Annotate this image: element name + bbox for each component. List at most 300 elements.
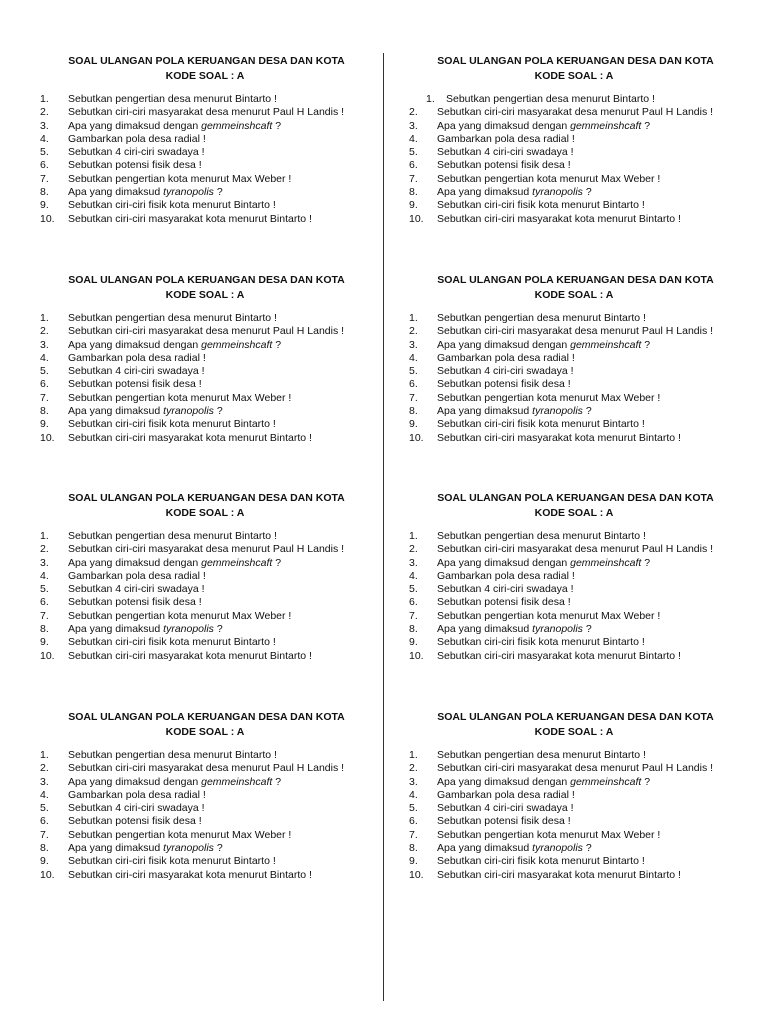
question-number: 5.	[409, 802, 418, 815]
question-number: 6.	[409, 815, 418, 828]
question-text-main: Sebutkan ciri-ciri masyarakat kota menurut Bintarto !	[68, 212, 312, 225]
question-item	[409, 636, 739, 649]
question-text	[437, 378, 739, 391]
question-text-end: ?	[641, 556, 651, 569]
exam-block	[40, 273, 370, 445]
question-text-main: Sebutkan ciri-ciri fisik kota menurut Bintarto !	[437, 636, 645, 649]
question-text	[437, 339, 739, 352]
question-text	[68, 596, 370, 609]
question-text-main: Sebutkan 4 ciri-ciri swadaya !	[437, 802, 574, 815]
question-text	[68, 610, 370, 623]
question-text-main: Sebutkan pengertian kota menurut Max Weber !	[437, 828, 661, 841]
question-item	[40, 312, 370, 325]
question-text	[437, 146, 739, 159]
question-text-main: Sebutkan ciri-ciri masyarakat desa menurut Paul H Landis !	[68, 325, 345, 338]
question-text	[437, 418, 739, 431]
exam-block	[40, 54, 370, 226]
question-number: 1.	[409, 749, 418, 761]
question-text	[68, 339, 370, 352]
question-text	[68, 749, 370, 762]
question-text	[437, 842, 739, 855]
question-item	[409, 432, 739, 445]
question-text-main: Gambarkan pola desa radial !	[68, 351, 206, 364]
question-text	[68, 418, 370, 431]
question-text-main: Sebutkan pengertian kota menurut Max Weber !	[437, 172, 661, 185]
question-text	[437, 120, 739, 133]
exam-title: SOAL ULANGAN POLA KERUANGAN DESA DAN KOTA	[68, 55, 345, 67]
question-item	[40, 418, 370, 431]
question-text-end: ?	[582, 186, 592, 199]
question-list	[409, 749, 739, 882]
question-item	[409, 610, 739, 623]
question-item	[409, 762, 739, 775]
question-text	[437, 159, 739, 172]
question-text-main: Sebutkan pengertian desa menurut Bintarto !	[446, 93, 655, 105]
question-text	[437, 815, 739, 828]
question-number: 4.	[40, 132, 49, 145]
question-list	[409, 312, 739, 445]
question-number: 6.	[40, 815, 49, 828]
question-text-main: Sebutkan ciri-ciri masyarakat kota menurut Bintarto !	[68, 431, 312, 444]
question-number: 4.	[409, 788, 418, 801]
question-text-main: Sebutkan ciri-ciri masyarakat kota menurut Bintarto !	[437, 212, 681, 225]
question-text-main: Sebutkan potensi fisik desa !	[437, 159, 571, 172]
exam-title: SOAL ULANGAN POLA KERUANGAN DESA DAN KOTA	[437, 55, 714, 67]
question-item	[40, 815, 370, 828]
question-text-main: Sebutkan 4 ciri-ciri swadaya !	[437, 146, 574, 159]
question-number: 6.	[40, 378, 49, 391]
question-text	[437, 636, 739, 649]
question-text-main: Apa yang dimaksud dengan	[437, 338, 571, 351]
column-divider	[383, 53, 384, 1001]
question-number: 9.	[409, 418, 418, 431]
question-text	[437, 610, 739, 623]
question-number: 1.	[409, 312, 418, 324]
question-text-main: Sebutkan 4 ciri-ciri swadaya !	[68, 365, 205, 378]
question-item	[40, 776, 370, 789]
question-number: 6.	[409, 378, 418, 391]
question-item	[40, 405, 370, 418]
question-term: tyranopolis	[532, 842, 583, 855]
question-text	[68, 650, 370, 663]
question-text-main: Sebutkan potensi fisik desa !	[68, 378, 202, 391]
question-text	[68, 365, 370, 378]
question-number: 3.	[409, 775, 418, 788]
question-text	[68, 869, 370, 882]
question-text-main: Sebutkan ciri-ciri fisik kota menurut Bintarto !	[68, 636, 276, 649]
question-number: 5.	[409, 365, 418, 378]
question-item	[409, 418, 739, 431]
exam-code: KODE SOAL : A	[534, 507, 614, 519]
question-item	[40, 596, 370, 609]
question-number: 1.	[40, 93, 49, 105]
question-number: 10.	[409, 431, 424, 444]
question-term: tyranopolis	[163, 842, 214, 855]
question-text-main: Sebutkan 4 ciri-ciri swadaya !	[68, 802, 205, 815]
question-text-main: Apa yang dimaksud dengan	[437, 556, 571, 569]
exam-title: SOAL ULANGAN POLA KERUANGAN DESA DAN KOTA	[437, 492, 714, 504]
question-text	[68, 802, 370, 815]
question-text-main: Sebutkan ciri-ciri masyarakat desa menurut Paul H Landis !	[68, 762, 345, 775]
question-text	[437, 106, 739, 119]
question-text	[68, 133, 370, 146]
question-text-main: Sebutkan ciri-ciri masyarakat kota menurut Bintarto !	[68, 649, 312, 662]
question-item	[40, 432, 370, 445]
question-item	[409, 829, 739, 842]
question-text-main: Apa yang dimaksud	[437, 623, 533, 636]
question-text-main: Sebutkan ciri-ciri fisik kota menurut Bintarto !	[437, 418, 645, 431]
question-text	[437, 186, 739, 199]
question-text	[68, 543, 370, 556]
question-text-main: Sebutkan 4 ciri-ciri swadaya !	[68, 583, 205, 596]
question-number: 5.	[409, 146, 418, 159]
question-text	[437, 352, 739, 365]
question-text	[437, 829, 739, 842]
question-item	[40, 762, 370, 775]
question-number: 5.	[409, 583, 418, 596]
exam-block	[40, 491, 370, 663]
question-text-main: Sebutkan pengertian desa menurut Bintarto !	[437, 749, 646, 761]
question-text	[437, 749, 739, 762]
question-text	[437, 583, 739, 596]
question-item	[40, 352, 370, 365]
question-item	[409, 530, 739, 543]
question-number: 3.	[409, 119, 418, 132]
question-text	[437, 855, 739, 868]
question-text-main: Sebutkan pengertian kota menurut Max Weber !	[68, 609, 292, 622]
question-item	[40, 855, 370, 868]
question-item	[40, 749, 370, 762]
question-text	[68, 159, 370, 172]
question-item	[409, 365, 739, 378]
question-number: 2.	[40, 325, 49, 338]
question-number: 7.	[409, 172, 418, 185]
question-text-main: Sebutkan pengertian desa menurut Bintarto !	[68, 749, 277, 761]
question-text-main: Gambarkan pola desa radial !	[437, 788, 575, 801]
question-text	[68, 146, 370, 159]
question-text-main: Gambarkan pola desa radial !	[437, 132, 575, 145]
question-text	[68, 842, 370, 855]
question-item	[40, 159, 370, 172]
question-text-main: Sebutkan ciri-ciri masyarakat kota menurut Bintarto !	[437, 431, 681, 444]
question-item	[409, 159, 739, 172]
question-text-main: Apa yang dimaksud dengan	[437, 775, 571, 788]
question-item	[409, 199, 739, 212]
question-item	[409, 378, 739, 391]
question-text-end: ?	[213, 842, 223, 855]
exam-title: SOAL ULANGAN POLA KERUANGAN DESA DAN KOTA	[437, 711, 714, 723]
question-list	[40, 530, 370, 663]
question-number: 9.	[409, 855, 418, 868]
question-text	[68, 762, 370, 775]
question-number: 3.	[409, 338, 418, 351]
question-number: 3.	[40, 338, 49, 351]
question-number: 4.	[409, 351, 418, 364]
question-number: 8.	[40, 186, 49, 199]
question-number: 3.	[40, 775, 49, 788]
question-text-main: Sebutkan ciri-ciri masyarakat desa menurut Paul H Landis !	[437, 106, 714, 119]
question-item	[40, 93, 370, 106]
question-text-main: Apa yang dimaksud dengan	[68, 775, 202, 788]
question-item	[40, 530, 370, 543]
question-number: 9.	[409, 636, 418, 649]
question-text-main: Sebutkan potensi fisik desa !	[68, 159, 202, 172]
question-item	[409, 325, 739, 338]
question-number: 4.	[409, 132, 418, 145]
question-text	[68, 855, 370, 868]
exam-title: SOAL ULANGAN POLA KERUANGAN DESA DAN KOTA	[437, 274, 714, 286]
question-item	[40, 610, 370, 623]
question-item	[40, 133, 370, 146]
question-number: 5.	[40, 802, 49, 815]
question-item	[409, 312, 739, 325]
question-text-main: Sebutkan ciri-ciri masyarakat kota menurut Bintarto !	[437, 649, 681, 662]
question-text	[68, 829, 370, 842]
question-text	[68, 530, 370, 543]
question-text	[68, 312, 370, 325]
question-text-main: Gambarkan pola desa radial !	[437, 569, 575, 582]
question-item	[40, 186, 370, 199]
exam-block	[409, 54, 739, 226]
exam-title: SOAL ULANGAN POLA KERUANGAN DESA DAN KOTA	[68, 711, 345, 723]
exam-title: SOAL ULANGAN POLA KERUANGAN DESA DAN KOTA	[68, 492, 345, 504]
exam-code: KODE SOAL : A	[165, 289, 245, 301]
question-number: 2.	[409, 325, 418, 338]
question-text-main: Gambarkan pola desa radial !	[437, 351, 575, 364]
question-item	[40, 570, 370, 583]
question-item	[40, 199, 370, 212]
question-item	[40, 392, 370, 405]
question-number: 5.	[40, 583, 49, 596]
question-text	[437, 530, 739, 543]
question-item	[40, 146, 370, 159]
question-number: 10.	[409, 649, 424, 662]
question-number: 4.	[409, 569, 418, 582]
question-number: 2.	[40, 762, 49, 775]
question-number: 4.	[40, 569, 49, 582]
question-term: gemmeinshcaft	[201, 775, 273, 788]
exam-title: SOAL ULANGAN POLA KERUANGAN DESA DAN KOTA	[68, 274, 345, 286]
exam-code: KODE SOAL : A	[534, 289, 614, 301]
exam-code: KODE SOAL : A	[534, 726, 614, 738]
question-number: 6.	[409, 596, 418, 609]
question-text-main: Sebutkan pengertian kota menurut Max Weber !	[68, 172, 292, 185]
question-text-main: Gambarkan pola desa radial !	[68, 569, 206, 582]
question-item	[40, 650, 370, 663]
question-term: tyranopolis	[532, 186, 583, 199]
question-text-main: Sebutkan ciri-ciri fisik kota menurut Bintarto !	[68, 855, 276, 868]
question-text-main: Sebutkan pengertian desa menurut Bintarto !	[68, 93, 277, 105]
question-text-main: Apa yang dimaksud	[437, 405, 533, 418]
question-item	[409, 789, 739, 802]
question-number: 7.	[409, 391, 418, 404]
question-number: 1.	[40, 749, 49, 761]
question-term: gemmeinshcaft	[570, 556, 642, 569]
question-item	[40, 378, 370, 391]
question-item	[409, 749, 739, 762]
question-number: 10.	[409, 868, 424, 881]
question-text	[437, 365, 739, 378]
question-text-main: Apa yang dimaksud dengan	[68, 556, 202, 569]
question-number: 2.	[40, 106, 49, 119]
question-item	[409, 776, 739, 789]
question-item	[409, 650, 739, 663]
question-number: 10.	[40, 649, 55, 662]
question-list	[40, 312, 370, 445]
question-number: 2.	[40, 543, 49, 556]
question-term: gemmeinshcaft	[570, 775, 642, 788]
question-text	[68, 378, 370, 391]
question-text-main: Sebutkan ciri-ciri fisik kota menurut Bintarto !	[68, 418, 276, 431]
question-number: 6.	[40, 596, 49, 609]
question-text-main: Sebutkan ciri-ciri masyarakat desa menurut Paul H Landis !	[68, 543, 345, 556]
question-number: 7.	[409, 609, 418, 622]
question-number: 6.	[409, 159, 418, 172]
question-text-main: Sebutkan pengertian kota menurut Max Weber !	[68, 391, 292, 404]
question-number: 8.	[40, 405, 49, 418]
exam-code: KODE SOAL : A	[165, 726, 245, 738]
question-text	[437, 392, 739, 405]
question-number: 7.	[409, 828, 418, 841]
question-text	[437, 312, 739, 325]
question-item	[409, 173, 739, 186]
question-item	[409, 120, 739, 133]
question-item	[409, 213, 739, 226]
question-number: 8.	[409, 186, 418, 199]
question-number: 8.	[409, 623, 418, 636]
question-text	[68, 789, 370, 802]
question-text-main: Sebutkan ciri-ciri fisik kota menurut Bintarto !	[437, 199, 645, 212]
question-item	[409, 815, 739, 828]
question-text	[437, 173, 739, 186]
question-list	[40, 749, 370, 882]
question-number: 6.	[40, 159, 49, 172]
question-text-main: Sebutkan pengertian desa menurut Bintarto !	[68, 312, 277, 324]
question-term: tyranopolis	[532, 623, 583, 636]
question-text	[68, 325, 370, 338]
question-number: 10.	[409, 212, 424, 225]
question-item	[40, 802, 370, 815]
question-number: 9.	[409, 199, 418, 212]
question-text-end: ?	[213, 405, 223, 418]
question-number: 10.	[40, 212, 55, 225]
question-item	[409, 855, 739, 868]
question-number: 4.	[40, 788, 49, 801]
question-text	[437, 650, 739, 663]
question-number: 9.	[40, 636, 49, 649]
question-text-main: Sebutkan potensi fisik desa !	[68, 815, 202, 828]
question-text	[437, 623, 739, 636]
question-text	[68, 199, 370, 212]
question-text-main: Sebutkan pengertian desa menurut Bintarto !	[437, 312, 646, 324]
question-text-main: Sebutkan ciri-ciri fisik kota menurut Bintarto !	[437, 855, 645, 868]
question-text-main: Sebutkan potensi fisik desa !	[437, 596, 571, 609]
question-text-main: Apa yang dimaksud	[68, 186, 164, 199]
question-text	[68, 186, 370, 199]
question-number: 5.	[40, 146, 49, 159]
question-text-main: Apa yang dimaksud	[68, 623, 164, 636]
question-number: 2.	[409, 762, 418, 775]
question-item	[409, 557, 739, 570]
question-number: 10.	[40, 431, 55, 444]
exam-block	[409, 491, 739, 663]
question-text-main: Sebutkan ciri-ciri fisik kota menurut Bintarto !	[68, 199, 276, 212]
question-number: 9.	[40, 855, 49, 868]
question-text-main: Sebutkan ciri-ciri masyarakat kota menurut Bintarto !	[68, 868, 312, 881]
question-text	[437, 789, 739, 802]
question-text-main: Apa yang dimaksud dengan	[68, 338, 202, 351]
question-text	[68, 352, 370, 365]
question-text	[68, 636, 370, 649]
question-text-main: Sebutkan pengertian kota menurut Max Weber !	[437, 391, 661, 404]
question-text	[437, 543, 739, 556]
question-item	[40, 557, 370, 570]
question-text	[68, 173, 370, 186]
question-number: 7.	[40, 609, 49, 622]
question-number: 3.	[409, 556, 418, 569]
question-text	[68, 106, 370, 119]
question-text-main: Apa yang dimaksud dengan	[437, 119, 571, 132]
exam-block	[40, 710, 370, 882]
question-text-end: ?	[272, 556, 282, 569]
question-item	[40, 173, 370, 186]
question-item	[40, 106, 370, 119]
question-list	[40, 93, 370, 226]
question-item	[409, 352, 739, 365]
question-text-end: ?	[582, 405, 592, 418]
question-text-main: Sebutkan ciri-ciri masyarakat desa menurut Paul H Landis !	[437, 325, 714, 338]
question-text-end: ?	[272, 338, 282, 351]
question-text	[68, 405, 370, 418]
question-item	[409, 623, 739, 636]
exam-code: KODE SOAL : A	[165, 507, 245, 519]
question-item	[40, 543, 370, 556]
question-text	[437, 325, 739, 338]
question-term: gemmeinshcaft	[201, 556, 273, 569]
question-text-main: Sebutkan potensi fisik desa !	[437, 815, 571, 828]
question-text-main: Apa yang dimaksud	[437, 842, 533, 855]
question-text	[437, 596, 739, 609]
question-text-end: ?	[582, 842, 592, 855]
question-item	[409, 392, 739, 405]
question-text-end: ?	[641, 338, 651, 351]
question-item	[409, 146, 739, 159]
question-item	[409, 869, 739, 882]
exam-code: KODE SOAL : A	[534, 70, 614, 82]
question-text	[68, 432, 370, 445]
question-term: gemmeinshcaft	[570, 338, 642, 351]
question-text	[437, 213, 739, 226]
question-item	[40, 789, 370, 802]
question-number: 8.	[409, 405, 418, 418]
question-text	[437, 776, 739, 789]
question-item	[409, 570, 739, 583]
question-text-main: Sebutkan pengertian desa menurut Bintarto !	[437, 530, 646, 542]
question-item	[409, 186, 739, 199]
question-text-main: Sebutkan 4 ciri-ciri swadaya !	[437, 365, 574, 378]
question-text	[437, 557, 739, 570]
question-number: 7.	[40, 391, 49, 404]
question-term: tyranopolis	[163, 186, 214, 199]
question-term: gemmeinshcaft	[201, 119, 273, 132]
question-item	[40, 120, 370, 133]
question-text	[68, 557, 370, 570]
question-item	[409, 543, 739, 556]
question-number: 2.	[409, 543, 418, 556]
question-item	[40, 869, 370, 882]
question-text	[68, 93, 370, 106]
question-item	[409, 339, 739, 352]
